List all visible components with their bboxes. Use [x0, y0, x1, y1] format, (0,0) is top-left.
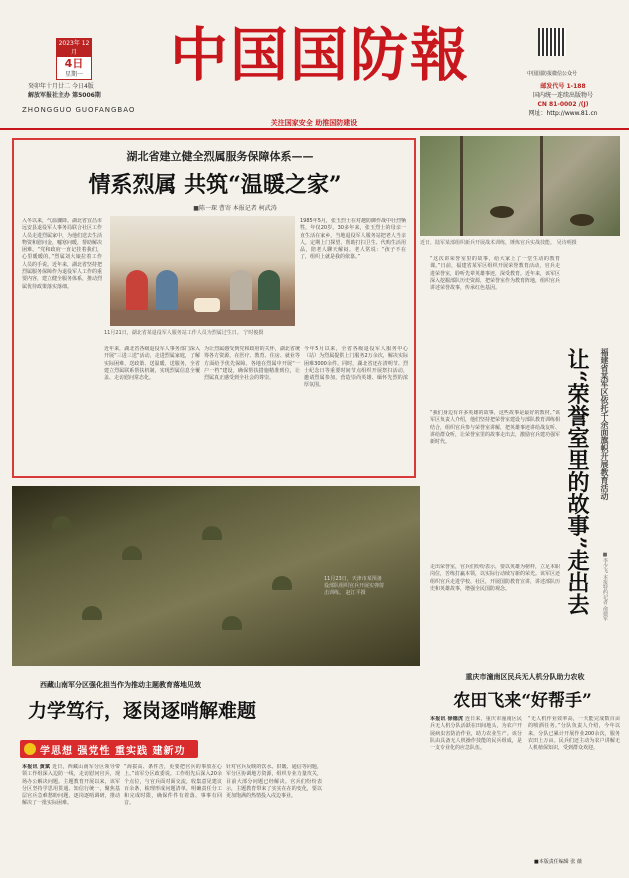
- lead-column-1: 入冬以来，气温骤降。湖北省宜昌市远安县退役军人事务局联合社区工作人员走进烈属家中，为他们送去生活物资和慰问金，嘘寒问暖，帮助解决困难。“党和政府一直记挂着我们，心里暖暖的。”烈属刘大娘拉着工作人员的手说。近年来，湖北省坚持把烈属服务保障作为退役军人工作的重要内容，建立健全服务体系，推动烈属优待政策落实落细。: [22, 218, 102, 290]
- farm-headline[interactable]: 农田飞来“好帮手”: [453, 691, 592, 711]
- date-weekday: 星期一: [64, 71, 83, 78]
- honor-column-2: “我们身边有许多英雄的故事，这些故事是最好的教材。”该军区负责人介绍，他们坚持把荣誉室建设与部队教育训练相结合，组织官兵参与荣誉室讲解，把英雄事迹讲给战友听、讲给群众听，让荣誉室里的故事走出去，激励官兵建功强军新时代。: [430, 410, 560, 446]
- newspaper-title: 中国国防報: [170, 21, 471, 89]
- postal-code: 邮发代号 1-188: [540, 83, 586, 90]
- bottom-column-2: “海拔高、条件苦，更要把官兵的事放在心上。”该军分区政委说。工作组先后深入20余个点位，与官兵面对面交流，收集意见建议百余条，梳理形成问题清单，明确责任分工和完成时限，确保件件有着落、事事有回音。: [124, 764, 222, 807]
- trench: [570, 214, 594, 226]
- publication-contact: [508, 82, 618, 118]
- farm-column-1: [430, 716, 522, 854]
- website: 网址：http://www.81.cn: [528, 110, 598, 117]
- lead-column-4: 为让烈属感受到党和政府的关怀，湖北省统筹各方资源，在医疗、教育、住房、就业等方面给予优先保障。各地在烈属中开展“一户一档”建设，确保帮扶措施精准到位，让烈属真正感受到全社会的尊崇。: [204, 346, 300, 382]
- training-photo: [420, 136, 620, 236]
- issue-number: 第5006期: [72, 92, 101, 99]
- helmet: [272, 576, 292, 590]
- farm-subtitle: 重庆市潼南区民兵无人机分队助力农收: [465, 672, 585, 681]
- birthday-cake: [194, 298, 220, 312]
- cn-number: CN 81-0002 /(J): [537, 101, 589, 108]
- bottom-kicker: 西藏山南军分区强化担当作为推动主题教育落地见效: [40, 680, 201, 689]
- lead-headline[interactable]: 情系烈属 共筑“温暖之家”: [88, 172, 342, 198]
- helmet: [82, 606, 102, 620]
- page-count: 今日4版: [71, 83, 94, 90]
- masthead-divider: [0, 128, 629, 130]
- training-photo-caption: 近日，陆军某部组织新兵开展战术训练，锤炼官兵实战技能。 吴诗明摄: [420, 240, 577, 246]
- date-year-month: 2023年 12月: [58, 40, 90, 56]
- lead-byline: ■陈一琛 曹寄 本报记者 柯武涛: [193, 205, 277, 212]
- issue-info: [28, 82, 158, 100]
- banner-text: 学思想 强党性 重实践 建新功: [40, 746, 186, 757]
- domestic-number: 国内统一连续出版物号: [532, 92, 593, 99]
- qr-code-icon: [538, 28, 566, 56]
- lead-column-5: 今年5月以来，全省各级退役军人服务中心（站）为烈属提供上门服务2万余次，解决实际困难3000余件。同时，湖北省还在清明节、烈士纪念日等重要时间节点组织开展祭扫活动，邀请烈属参加，营造崇尚英雄、缅怀先烈的浓厚氛围。: [304, 346, 408, 389]
- honor-column-3: 走出荣誉室，官兵们纷纷表示，要以英雄为榜样，立足本职岗位，苦练打赢本领，以实际行动续写新的荣光。该军区还组织官兵走进学校、社区，开展国防教育宣讲，讲述部队历史和英雄故事，增强全民国防观念。: [430, 564, 560, 592]
- lead-column-2: 1985年5月，张玉烈士在对越防御作战中壮烈牺牲，年仅20岁。30多年来，张玉烈士的母亲一直生活在家乡，当地退役军人服务站把老人当亲人，定期上门探望，帮助打扫卫生、代购生活用品，陪老人聊天解闷。老人常说：“孩子不在了，组织上就是我的依靠。”: [300, 218, 406, 261]
- farm-byline: 本报讯 徐德虎: [430, 716, 464, 722]
- person-figure: [230, 270, 252, 314]
- farm-text-1: 连日来，重庆市潼南区民兵无人机分队活跃在田间地头，为农户开展病虫害防治作业，助力农业生产。该分队由具备无人机操作技能的民兵组成，是一支专业化的应急队伍。: [430, 716, 522, 752]
- theme-education-banner: [20, 740, 198, 758]
- masthead: [0, 0, 629, 127]
- bottom-column-1: [22, 764, 120, 870]
- lunar-date: 癸卯年十月廿二: [28, 83, 71, 90]
- honor-subtitle: 福建省某军区依托千余面旗帜开展教育活动: [600, 348, 610, 500]
- honor-headline[interactable]: 让“荣誉室里的故事”走出去: [564, 348, 590, 616]
- page-editor: ■本版责任编辑 张 薇: [534, 859, 582, 865]
- helmet: [222, 616, 242, 630]
- helmet: [122, 546, 142, 560]
- honor-byline: ■李少飞 本报特约记者 俞德军: [602, 552, 608, 622]
- drill-photo-caption: 11月23日，天津市某预备役部队组织官兵开展实弹射击训练。 赵江平摄: [324, 576, 385, 596]
- bottom-column-3: 针对官兵反映的饮水、供暖、通信等问题，军分区协调地方资源，组织专业力量攻关，目前大部分问题已经解决。官兵们纷纷表示，主题教育带来了实实在在的变化，要以更加饱满的热情投入戍边事业。: [226, 764, 322, 800]
- helmet: [202, 526, 222, 540]
- lead-kicker: 湖北省建立健全烈属服务保障体系——: [126, 150, 314, 163]
- slogan: 关注国家安全 助推国防建设: [270, 119, 358, 127]
- trench: [490, 206, 514, 218]
- table: [110, 310, 295, 326]
- qr-caption: 中国国防报微信公众号: [526, 71, 577, 77]
- person-figure: [126, 270, 148, 314]
- post: [540, 136, 543, 236]
- helmet: [52, 516, 72, 530]
- post: [460, 136, 463, 236]
- farm-column-2: “无人机作业效率高，一天能完成数百亩的喷洒任务。”分队负责人介绍，今年以来，分队已累计开展作业200余次，服务农田上万亩。民兵们还主动为农户讲解无人机植保知识，受到群众欢迎。: [528, 716, 620, 752]
- lead-photo-caption: 11月21日，湖北省某退役军人服务站工作人员为烈属过生日。 宁时俊摄: [104, 330, 264, 336]
- publisher: 解放军报社主办: [28, 92, 71, 99]
- date-box: [56, 38, 92, 80]
- lead-photo: [110, 216, 295, 326]
- bottom-headline[interactable]: 力学笃行，逐岗逐哨解难题: [28, 700, 257, 722]
- date-day: 4日: [64, 57, 84, 70]
- newspaper-pinyin: ZHONGGUO GUOFANGBAO: [22, 106, 136, 114]
- person-figure: [156, 270, 178, 314]
- party-emblem-icon: [24, 743, 36, 755]
- bottom-byline: 本报讯 黄斌: [22, 764, 51, 770]
- bottom-text-1: 近日，西藏山南军分区领导带领工作组深入边防一线，走访慰问官兵，现场办公解决问题。主题教育开展以来，该军分区坚持学思用贯通、知信行统一，聚焦基层官兵急难愁盼问题，逐岗逐哨调研，推动解决了一批实际困难。: [22, 764, 120, 807]
- honor-column-1: “这次讲荣誉室里的故事，给大家上了一堂生动的教育课。”日前，福建省某军区组织开展荣誉教育活动，官兵走进荣誉室，聆听先辈英雄事迹，深受教育。近年来，该军区深入挖掘部队历史资源，把荣誉室作为教育阵地，组织官兵讲述荣誉故事，传承红色基因。: [430, 256, 560, 292]
- person-figure: [258, 270, 280, 314]
- lead-column-3: 近年来，湖北省各级退役军人事务部门深入开展“三进三送”活动，走进烈属家庭，了解实际困难，送政策、送温暖、送服务，全省建立烈属联系帮扶机制，实现烈属信息全覆盖、走访慰问常态化。: [104, 346, 200, 382]
